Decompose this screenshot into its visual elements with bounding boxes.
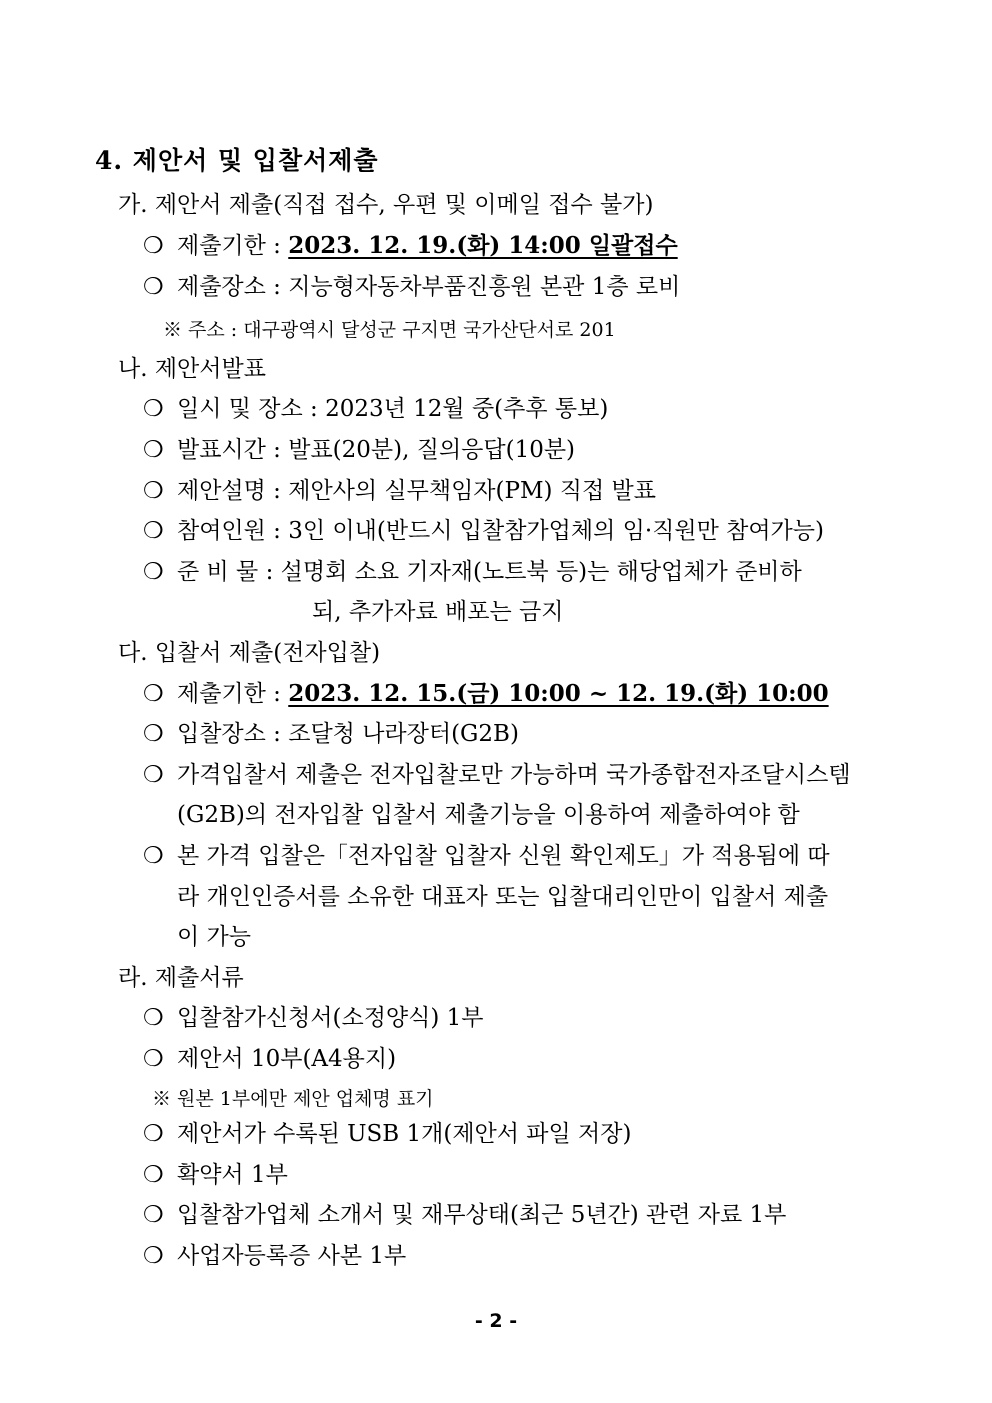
da-deadline-value: 2023. 12. 15.(금) 10:00 ~ 12. 19.(화) 10:00 xyxy=(288,680,829,707)
da-item3-line2: (G2B)의 전자입찰 입찰서 제출기능을 이용하여 제출하여야 함 xyxy=(177,802,800,828)
ra-item-text: 입찰참가업체 소개서 및 재무상태(최근 5년간) 관련 자료 1부 xyxy=(177,1202,787,1228)
ga-deadline-label: 제출기한 : xyxy=(177,233,289,259)
ra-item xyxy=(143,1044,396,1074)
da-item3-text: 가격입찰서 제출은 전자입찰로만 가능하며 국가종합전자조달시스템 xyxy=(177,762,851,788)
bullet-icon: ❍ xyxy=(143,396,164,422)
na-item-text: 준 비 물 : 설명회 소요 기자재(노트북 등)는 해당업체가 준비하 xyxy=(177,559,802,585)
bullet-icon: ❍ xyxy=(143,1046,164,1072)
subsection-da-heading: 다. 입찰서 제출(전자입찰) xyxy=(118,640,381,666)
bullet-icon: ❍ xyxy=(143,274,164,300)
na-item-text: 제안설명 : 제안사의 실무책임자(PM) 직접 발표 xyxy=(177,478,656,504)
ra-item-text: 제안서 10부(A4용지) xyxy=(177,1046,397,1072)
subsection-na-heading: 나. 제안서발표 xyxy=(118,356,266,382)
bullet-icon: ❍ xyxy=(143,681,164,707)
da-item4-text: 본 가격 입찰은「전자입찰 입찰자 신원 확인제도」가 적용됨에 따 xyxy=(177,843,830,869)
da-item4-line3: 이 가능 xyxy=(177,924,251,950)
ga-deadline-item xyxy=(143,231,678,261)
na-item xyxy=(143,394,608,424)
bullet-icon: ❍ xyxy=(143,559,164,585)
bullet-icon: ❍ xyxy=(143,721,164,747)
ga-address-note: ※ 주소 : 대구광역시 달성군 구지면 국가산단서로 201 xyxy=(163,319,616,341)
da-deadline-item xyxy=(143,679,829,709)
na-item xyxy=(143,557,802,587)
bullet-icon: ❍ xyxy=(143,1121,164,1147)
na-item-continuation: 되, 추가자료 배포는 금지 xyxy=(312,599,564,625)
da-item4-line2: 라 개인인증서를 소유한 대표자 또는 입찰대리인만이 입찰서 제출 xyxy=(177,884,829,910)
na-item xyxy=(143,516,824,546)
ga-place-text: 제출장소 : 지능형자동차부품진흥원 본관 1층 로비 xyxy=(177,274,681,300)
bullet-icon: ❍ xyxy=(143,518,164,544)
na-item-text: 일시 및 장소 : 2023년 12월 중(추후 통보) xyxy=(177,396,609,422)
ra-item xyxy=(143,1160,288,1190)
ra-item-text: 확약서 1부 xyxy=(177,1162,288,1188)
ga-deadline-value: 2023. 12. 19.(화) 14:00 일괄접수 xyxy=(288,232,678,259)
da-deadline-label: 제출기한 : xyxy=(177,681,289,707)
bullet-icon: ❍ xyxy=(143,1243,164,1269)
page-number: - 2 - xyxy=(474,1310,518,1332)
ra-item xyxy=(143,1003,484,1033)
subsection-ra-heading: 라. 제출서류 xyxy=(118,965,244,991)
da-item3-line1 xyxy=(143,760,851,790)
bullet-icon: ❍ xyxy=(143,233,164,259)
bullet-icon: ❍ xyxy=(143,478,164,504)
ra-item xyxy=(143,1241,406,1271)
na-item-text: 발표시간 : 발표(20분), 질의응답(10분) xyxy=(177,437,576,463)
bullet-icon: ❍ xyxy=(143,843,164,869)
subsection-ga-heading: 가. 제안서 제출(직접 접수, 우편 및 이메일 접수 불가) xyxy=(118,192,654,218)
ga-place-item xyxy=(143,272,680,302)
section-title: 4. 제안서 및 입찰서제출 xyxy=(95,146,379,175)
bullet-icon: ❍ xyxy=(143,437,164,463)
ra-item-text: 사업자등록증 사본 1부 xyxy=(177,1243,407,1269)
ra-item xyxy=(143,1119,631,1149)
na-item xyxy=(143,435,575,465)
ra-item xyxy=(143,1200,786,1230)
bullet-icon: ❍ xyxy=(143,762,164,788)
bullet-icon: ❍ xyxy=(143,1202,164,1228)
ra-item-text: 제안서가 수록된 USB 1개(제안서 파일 저장) xyxy=(177,1121,632,1147)
na-item-text: 참여인원 : 3인 이내(반드시 입찰참가업체의 임·직원만 참여가능) xyxy=(177,518,824,544)
bullet-icon: ❍ xyxy=(143,1005,164,1031)
ra-original-note: ※ 원본 1부에만 제안 업체명 표기 xyxy=(152,1088,434,1110)
da-place-text: 입찰장소 : 조달청 나라장터(G2B) xyxy=(177,721,519,747)
da-place-item xyxy=(143,719,519,749)
bullet-icon: ❍ xyxy=(143,1162,164,1188)
da-item4-line1 xyxy=(143,841,830,871)
na-item xyxy=(143,476,656,506)
ra-item-text: 입찰참가신청서(소정양식) 1부 xyxy=(177,1005,484,1031)
